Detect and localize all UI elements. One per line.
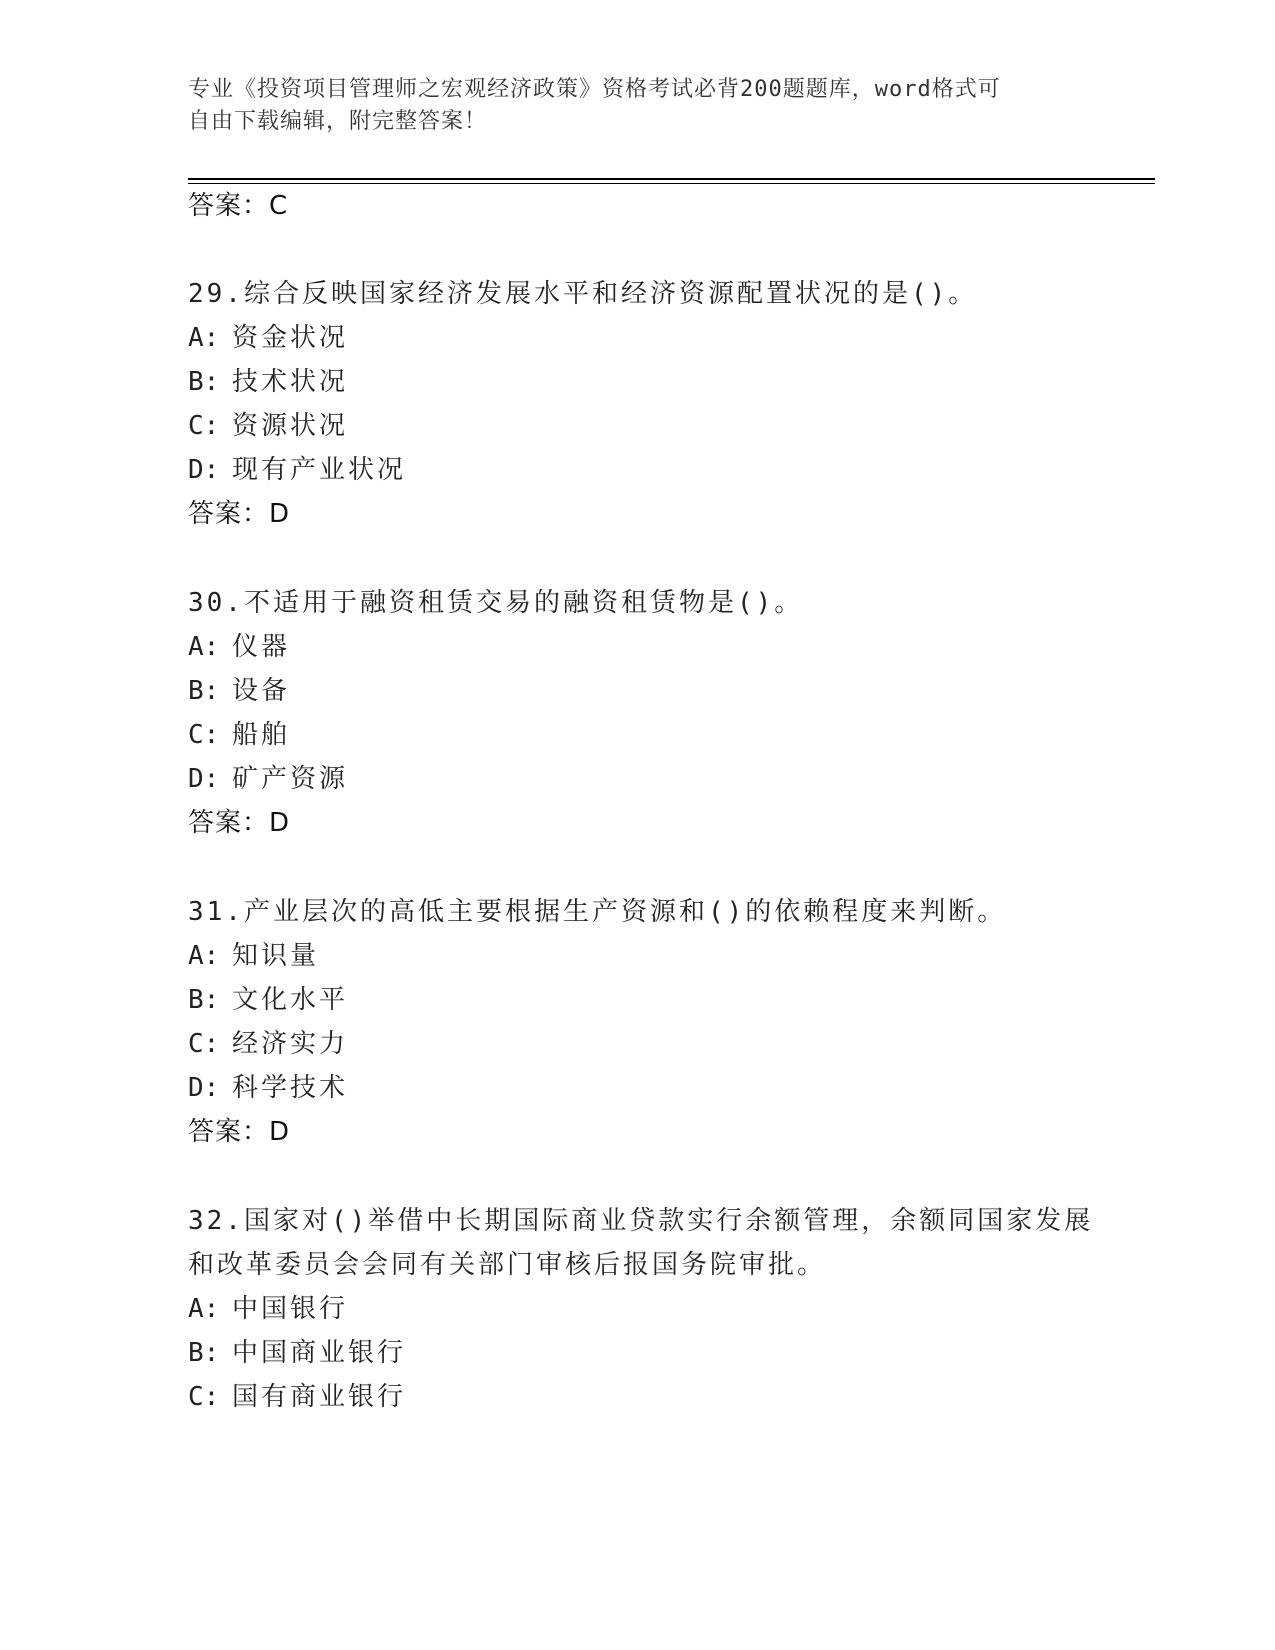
option-label: A: bbox=[188, 941, 220, 971]
header-rule-thick bbox=[188, 178, 1155, 180]
question-31-answer: 答案：D bbox=[188, 1117, 291, 1147]
header-line-1: 专业《投资项目管理师之宏观经济政策》资格考试必背200题题库，word格式可 bbox=[188, 77, 1001, 102]
option-text: 技术状况 bbox=[232, 367, 349, 397]
option-text: 中国商业银行 bbox=[232, 1338, 407, 1368]
option-text: 文化水平 bbox=[232, 985, 349, 1015]
question-31-option-b bbox=[188, 984, 348, 1016]
question-31-option-a bbox=[188, 940, 319, 972]
question-30-answer: 答案：D bbox=[188, 808, 291, 838]
option-text: 知识量 bbox=[232, 941, 320, 971]
option-text: 资源状况 bbox=[232, 411, 349, 441]
option-text: 经济实力 bbox=[232, 1029, 349, 1059]
document-header bbox=[188, 74, 1088, 138]
option-label: B: bbox=[188, 1338, 220, 1368]
question-30-option-c bbox=[188, 719, 290, 751]
question-29-option-a bbox=[188, 322, 348, 354]
option-label: A: bbox=[188, 323, 220, 353]
question-29-option-c bbox=[188, 410, 348, 442]
option-text: 矿产资源 bbox=[232, 764, 349, 794]
question-29-stem: 29.综合反映国家经济发展水平和经济资源配置状况的是()。 bbox=[188, 279, 978, 309]
question-30-option-d bbox=[188, 763, 348, 795]
question-32-option-a bbox=[188, 1293, 348, 1325]
option-label: D: bbox=[188, 1073, 220, 1103]
question-29-option-b bbox=[188, 366, 348, 398]
option-text: 科学技术 bbox=[232, 1073, 349, 1103]
question-29-answer: 答案：D bbox=[188, 499, 291, 529]
option-text: 中国银行 bbox=[232, 1294, 349, 1324]
question-32-option-b bbox=[188, 1337, 406, 1369]
question-31-option-d bbox=[188, 1072, 348, 1104]
header-line-2: 自由下载编辑，附完整答案！ bbox=[188, 109, 488, 134]
option-text: 仪器 bbox=[232, 632, 291, 662]
option-text: 现有产业状况 bbox=[232, 455, 407, 485]
option-label: C: bbox=[188, 411, 220, 441]
question-31-option-c bbox=[188, 1028, 348, 1060]
question-30-stem: 30.不适用于融资租赁交易的融资租赁物是()。 bbox=[188, 588, 804, 618]
header-rule-thin bbox=[188, 183, 1155, 184]
option-label: C: bbox=[188, 1029, 220, 1059]
option-label: D: bbox=[188, 764, 220, 794]
option-text: 国有商业银行 bbox=[232, 1382, 407, 1412]
option-label: C: bbox=[188, 1382, 220, 1412]
question-30-option-a bbox=[188, 631, 290, 663]
option-text: 资金状况 bbox=[232, 323, 349, 353]
previous-answer: 答案：C bbox=[188, 191, 289, 221]
option-label: C: bbox=[188, 720, 220, 750]
question-32-option-c bbox=[188, 1381, 406, 1413]
question-30-option-b bbox=[188, 675, 290, 707]
option-text: 设备 bbox=[232, 676, 291, 706]
option-text: 船舶 bbox=[232, 720, 291, 750]
question-29-option-d bbox=[188, 454, 406, 486]
option-label: B: bbox=[188, 367, 220, 397]
option-label: A: bbox=[188, 632, 220, 662]
option-label: D: bbox=[188, 455, 220, 485]
question-32-stem-line-2: 和改革委员会会同有关部门审核后报国务院审批。 bbox=[188, 1250, 827, 1280]
question-31-stem: 31.产业层次的高低主要根据生产资源和()的依赖程度来判断。 bbox=[188, 897, 1007, 927]
option-label: B: bbox=[188, 676, 220, 706]
question-32-stem-line-1: 32.国家对()举借中长期国际商业贷款实行余额管理，余额同国家发展 bbox=[188, 1206, 1094, 1236]
option-label: A: bbox=[188, 1294, 220, 1324]
option-label: B: bbox=[188, 985, 220, 1015]
